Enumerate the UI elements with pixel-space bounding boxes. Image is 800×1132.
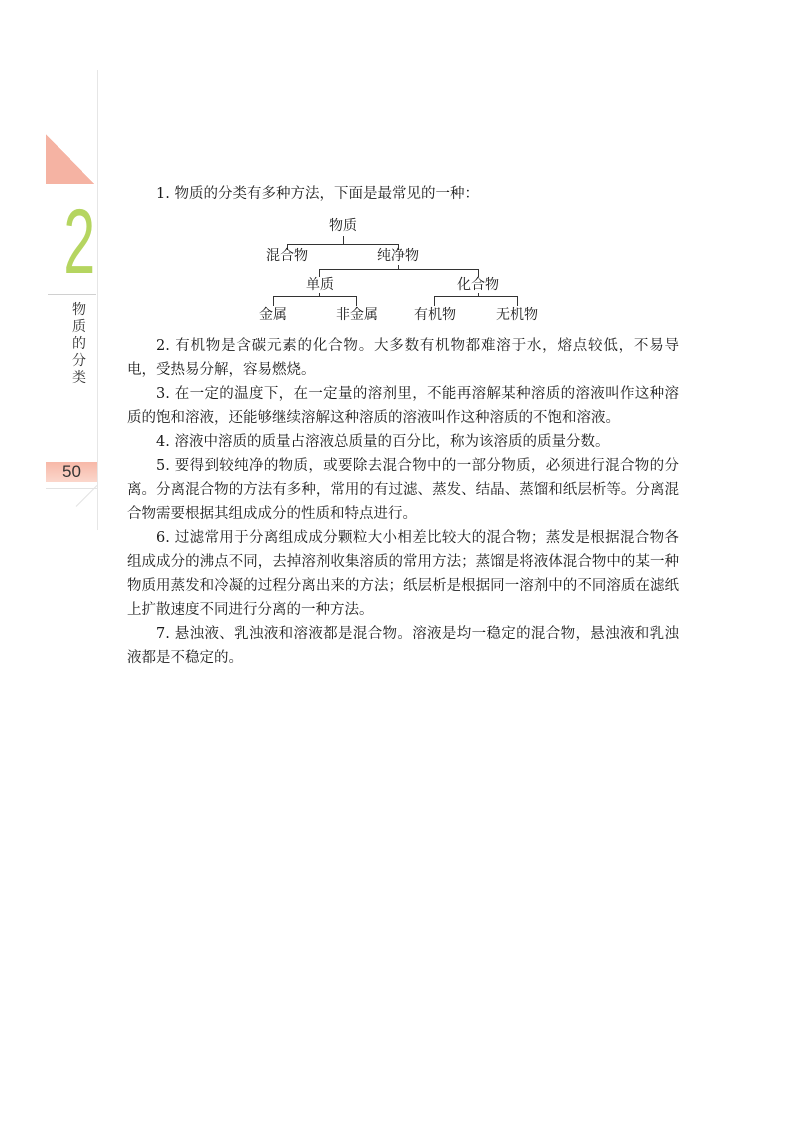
summary-content — [127, 182, 679, 206]
classification-tree — [250, 214, 560, 326]
tree-line — [356, 296, 357, 306]
tree-node-element: 单质 — [306, 277, 334, 293]
tree-line — [517, 296, 518, 306]
summary-point-7: 7. 悬浊液、乳浊液和溶液都是混合物。溶液是均一稳定的混合物，悬浊液和乳浊液都是不稳定的。 — [127, 626, 679, 666]
tree-line — [478, 269, 479, 277]
tree-node-compound: 化合物 — [457, 277, 499, 293]
summary-point-1: 1. 物质的分类有多种方法，下面是最常见的一种： — [156, 186, 479, 202]
summary-point-6: 6. 过滤常用于分离组成成分颗粒大小相差比较大的混合物；蒸发是根据混合物各组成成分的沸点不同，去掉溶剂收集溶质的常用方法；蒸馏是将液体混合物中的某一种物质用蒸发和冷凝的过程分离出来的方法；纸层析是根据同一溶剂中的不同溶质在滤纸上扩散速度不同进行分离的一种方法。 — [127, 530, 679, 618]
tree-node-nonmetal: 非金属 — [336, 307, 378, 323]
tree-line — [273, 296, 274, 306]
tree-line — [319, 269, 320, 277]
page-corner — [46, 488, 97, 531]
tree-node-organic: 有机物 — [414, 307, 456, 323]
chapter-title: 物质的分类 — [72, 302, 86, 386]
tree-node-mixture: 混合物 — [266, 248, 308, 264]
summary-point-5: 5. 要得到较纯净的物质，或要除去混合物中的一部分物质，必须进行混合物的分离。分离混合物的方法有多种，常用的有过滤、蒸发、结晶、蒸馏和纸层析等。分离混合物需要根据其组成成分的性质和特点进行。 — [127, 458, 679, 522]
tree-line — [434, 296, 518, 297]
page-number: 50 — [46, 462, 97, 482]
margin-line — [97, 70, 98, 530]
tree-node-pure: 纯净物 — [377, 248, 419, 264]
tree-line — [287, 244, 399, 245]
tree-line — [478, 293, 479, 296]
summary-point-3: 3. 在一定的温度下，在一定量的溶剂里，不能再溶解某种溶质的溶液叫作这种溶质的饱和溶液，还能够继续溶解这种溶质的溶液叫作这种溶质的不饱和溶液。 — [127, 386, 679, 426]
tree-line — [319, 269, 478, 270]
summary-point-4: 4. 溶液中溶质的质量占溶液总质量的百分比，称为该溶质的质量分数。 — [156, 434, 610, 450]
tree-node-inorganic: 无机物 — [496, 307, 538, 323]
tree-line — [434, 296, 435, 306]
summary-points — [127, 334, 679, 670]
chapter-divider — [48, 294, 96, 295]
corner-decoration — [46, 134, 94, 184]
tree-line — [343, 236, 344, 244]
tree-line — [273, 296, 357, 297]
tree-node-metal: 金属 — [259, 307, 287, 323]
chapter-number: 2 — [63, 191, 96, 293]
tree-line — [319, 293, 320, 296]
summary-point-2: 2. 有机物是含碳元素的化合物。大多数有机物都难溶于水，熔点较低，不易导电，受热易分解，容易燃烧。 — [127, 338, 679, 378]
tree-node-substance: 物质 — [329, 218, 357, 234]
